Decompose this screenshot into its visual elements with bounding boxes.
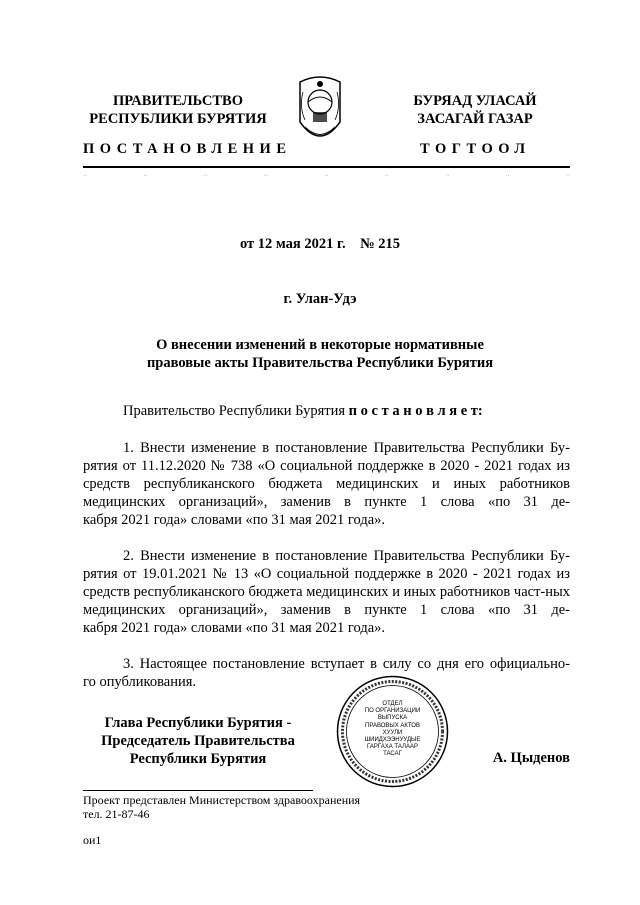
official-stamp: [335, 674, 450, 789]
header-left-line1: ПРАВИТЕЛЬСТВО: [113, 93, 243, 109]
p1-rest: рятия от 11.12.2020 № 738 «О социальной поддержке в 2020 - 2021 годах из средств республиканского бюджета медицинских и иных работников медицинских организаций», заменив в пункте 1 слова «по 31 де-: [83, 458, 570, 510]
p2-line1: 2. Внести изменение в постановление Правительства Республики Бу-: [123, 548, 570, 564]
header-right-line1: БУРЯАД УЛАСАЙ: [413, 93, 537, 109]
p2-rest: рятия от 19.01.2021 № 13 «О социальной поддержке в 2020 - 2021 годах из средств республиканского бюджета медицинских и иных работников част-ных медицинских организаций», заменив в пункте 1 слова «по 31 де-: [83, 566, 570, 618]
signatory-name: А. Цыденов: [492, 750, 570, 766]
preamble: [123, 403, 483, 420]
doc-type-right: ТОГТООЛ: [420, 141, 531, 157]
date-number: от 12 мая 2021 г. № 215: [239, 236, 401, 252]
doc-type-left: ПОСТАНОВЛЕНИЕ: [83, 141, 292, 157]
stamp-text: ОТДЕЛ ПО ОРГАНИЗАЦИИ ВЫПУСКА ПРАВОВЫХ АКТОВ ХУУЛИ ШИИДХЭЭНУУДЫЕ ГАРГАХА ТАЛААР ТАСАГ: [364, 701, 421, 758]
title-line2: правовые акты Правительства Республики Бурятия: [146, 355, 494, 371]
header-divider: [83, 166, 570, 168]
footer-code: ои1: [83, 833, 102, 847]
p1-last: кабря 2021 года» словами «по 31 мая 2021 года».: [83, 512, 386, 528]
footer-info: Проект представлен Министерством здравоохранения тел. 21-87-46: [83, 793, 361, 821]
p2-last: кабря 2021 года» словами «по 31 мая 2021 года».: [83, 620, 386, 636]
paragraph-1: [83, 439, 570, 529]
header-dots: ·· ·· ·· ·· ·· ·· ·· ·· ··: [83, 173, 570, 179]
p1-line1: 1. Внести изменение в постановление Правительства Республики Бу-: [123, 440, 570, 456]
header-right: [380, 92, 570, 128]
paragraph-3: [83, 655, 570, 691]
header-left: [83, 92, 273, 128]
p3-line1: 3. Настоящее постановление вступает в силу со дня его официально-: [123, 656, 570, 672]
city: г. Улан-Удэ: [283, 291, 357, 307]
coat-of-arms-icon: [295, 72, 345, 152]
paragraph-2: [83, 547, 570, 637]
signatory-position: Глава Республики Бурятия - Председатель Правительства Республики Бурятия: [101, 715, 295, 767]
header-right-line2: ЗАСАГАЙ ГАЗАР: [417, 111, 533, 127]
preamble-text: Правительство Республики Бурятия: [123, 403, 349, 419]
p3-last: го опубликования.: [83, 674, 197, 690]
preamble-bold: п о с т а н о в л я е т:: [348, 403, 483, 419]
header-left-line2: РЕСПУБЛИКИ БУРЯТИЯ: [89, 111, 267, 127]
document-title: [0, 336, 640, 372]
footer-divider: [83, 790, 313, 791]
title-line1: О внесении изменений в некоторые нормативные: [156, 337, 484, 353]
